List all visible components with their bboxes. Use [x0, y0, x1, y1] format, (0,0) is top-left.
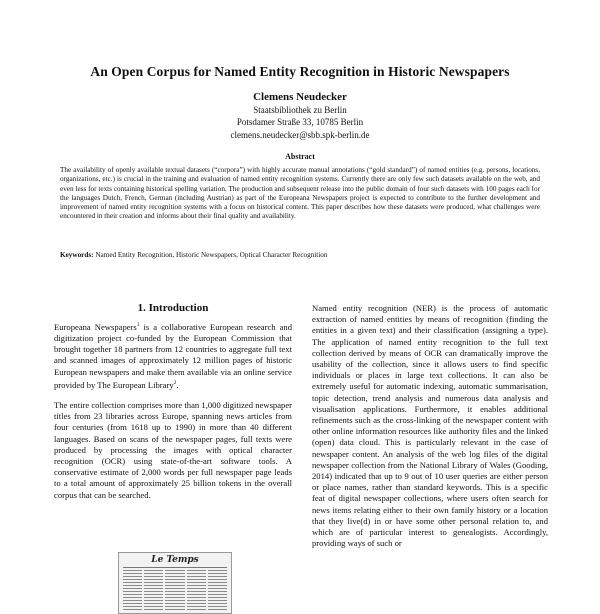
- keywords-text: Named Entity Recognition, Historic Newspapers, Optical Character Recognition: [95, 251, 328, 259]
- figure-columns: [119, 570, 231, 610]
- newspaper-figure: [118, 552, 232, 614]
- abstract-heading: Abstract: [285, 152, 315, 161]
- figure-column: [123, 570, 142, 610]
- figure-column: [144, 570, 163, 610]
- intro-paragraph-2: The entire collection comprises more than 1,000 digitized newspaper titles from 23 libraries across Europe, spanning news articles from four centuries (from 1618 up to 1990) in more than 40 different languages. Based on scans of the newspaper pages, full texts were produced by processing the images with optical character recognition (OCR) using state-of-the-art software tools. A conservative estimate of 2,000 words per full newspaper page leads to a total amount of approximately 25 billion tokens in the overall corpus that can be searched.: [54, 399, 292, 500]
- right-column: [312, 303, 548, 558]
- intro-paragraph-1-end: .: [176, 379, 179, 390]
- footnote-ref-1[interactable]: 1: [136, 322, 140, 328]
- paper-title: An Open Corpus for Named Entity Recognition in Historic Newspapers: [90, 64, 510, 79]
- intro-paragraph-1-text: is a collaborative European research and digitization project co-funded by the European Commission that brought together 18 partners from 12 countries to aggregate full text and scanned images of approximately 12 million pages of historic European newspapers and make them available via an online service provided by The European Library: [54, 321, 292, 390]
- left-column: [54, 302, 292, 510]
- footnote-ref-2[interactable]: 2: [173, 379, 177, 386]
- author-email[interactable]: clemens.neudecker@sbb.spk-berlin.de: [230, 129, 370, 140]
- figure-masthead: Le Temps: [151, 555, 199, 565]
- figure-column: [165, 570, 184, 610]
- project-name: Europeana Newspapers: [54, 321, 137, 332]
- ner-paragraph: Named entity recognition (NER) is the process of automatic extraction of named entities by means of recognition (finding the entities in a given text) and their classification (assigning a type). The application of named entity recognition to the full text collection derived by means of OCR can dramatically improve the usability of the collection, since it allows users to find specific individuals or places in large text collections. It can also be extremely useful for automatic indexing, automatic summarisation, topic detection, trend analysis and numerous data analysis and visualisation applications. Furthermore, it enables additional refinements such as the cross-linking of the newspaper content with other online information resources like authority files and the linked (open) data cloud. This is particularly relevant in the case of newspaper content. An analysis of the web log files of the digital newspaper collection from the National Library of Wales (Gooding, 2014) indicated that up to 9 out of 10 user queries are either person or place names, rather than standard keywords. This is a specific feat of digital newspaper collections, where users often search for news items relating either to their own family history or a location that they live(d) in or have some other personal relation to, and which are of particular interest to genealogists. Accordingly, providing ways of such or: [312, 303, 548, 549]
- figure-rule: [123, 567, 227, 568]
- author-name: Clemens Neudecker: [253, 91, 347, 103]
- figure-column: [187, 570, 206, 610]
- keywords-label: Keywords:: [60, 251, 94, 259]
- author-institution: Staatsbibliothek zu Berlin: [253, 104, 347, 115]
- author-block: [0, 91, 600, 141]
- figure-column: [208, 570, 227, 610]
- intro-paragraph-1: [54, 320, 292, 391]
- section-heading-introduction: 1. Introduction: [137, 302, 209, 314]
- author-address: Potsdamer Straße 33, 10785 Berlin: [236, 117, 364, 127]
- abstract-text: The availability of openly available textual datasets (“corpora”) with highly accurate manual annotations (“gold standard”) of named entities (e.g. persons, locations, organizations, etc.) is crucial in the training and evaluation of named entity recognition systems. Currently there are only few such datasets available on the web, and even less for texts containing historical spelling variation. The production and subsequent release into the public domain of four such datasets with 100 pages each for the languages Dutch, French, German (including Austrian) as part of the Europeana Newspapers project is expected to contribute to the further development and improvement of named entity recognition systems with a focus on historical content. This paper describes how these datasets were produced, what challenges were encountered in their creation and informs about their final quality and availability.: [60, 166, 540, 221]
- keywords: [60, 251, 540, 259]
